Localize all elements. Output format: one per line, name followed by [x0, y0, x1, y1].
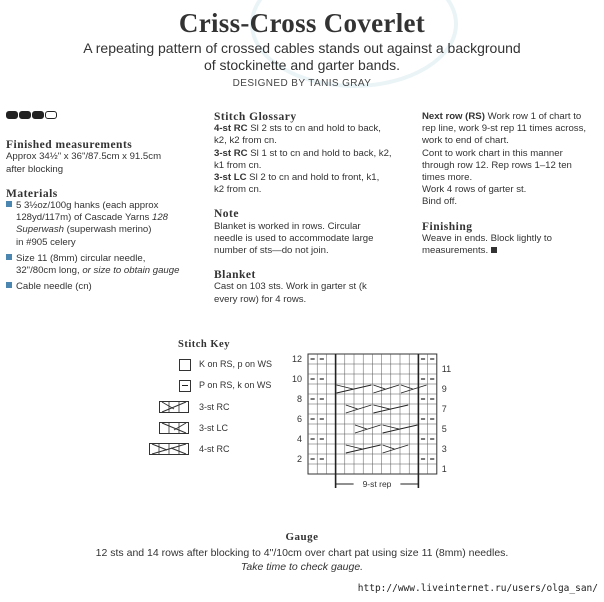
glossary-term: 4-st RC [214, 123, 248, 135]
right-cross-4-icon [149, 443, 189, 455]
materials-text [6, 224, 206, 236]
materials-text: (superwash merino) [64, 224, 152, 236]
chart-row-label: 6 [296, 414, 302, 424]
chart-row-label: 1 [441, 464, 447, 474]
note-text: Blanket is worked in rows. Circular [214, 220, 361, 232]
stitch-key-label: 4-st RC [199, 444, 230, 454]
instruction-text: Bind off. [422, 196, 458, 208]
gauge-note: or size to obtain gauge [82, 265, 180, 277]
column-middle [214, 111, 414, 306]
chart-row-label: 5 [441, 424, 447, 434]
glossary-term: 3-st RC [214, 147, 248, 159]
bullet-square-icon [6, 282, 12, 288]
finishing-text [422, 245, 602, 257]
gauge-check-text: Take time to check gauge. [240, 561, 364, 573]
glossary-text: k1 from cn. [214, 159, 262, 171]
note-text: needle is used to accommodate large [214, 232, 374, 244]
glossary-text: k2, k2 from cn. [214, 135, 277, 147]
page-title: Criss-Cross Coverlet [178, 8, 426, 38]
chart-row-label: 7 [441, 404, 447, 414]
designer-byline: DESIGNED BY TANIS GRAY [232, 78, 372, 89]
yarn-name: Superwash [16, 224, 64, 236]
finishing-heading: Finishing [422, 220, 473, 233]
materials-text: 32"/80cm long, [16, 265, 83, 277]
intro-text [60, 40, 544, 74]
intro-line: of stockinette and garter bands. [203, 57, 401, 73]
row-label: Next row (RS) [422, 111, 485, 122]
instruction-text: through row 12. Rep rows 1–12 ten [422, 159, 572, 171]
end-mark-icon [491, 247, 497, 253]
stitch-key-label: 3-st RC [199, 402, 230, 412]
materials-text: in #905 celery [16, 236, 76, 248]
blank-square-icon [179, 359, 191, 371]
instruction-text: rep line, work 9-st rep 11 times across, [422, 123, 587, 135]
finishing-text: measurements. [422, 245, 489, 257]
instruction-text: Work row 1 of chart to [484, 111, 582, 122]
stitch-glossary-heading: Stitch Glossary [214, 111, 297, 123]
glossary-entry [214, 148, 414, 160]
materials-item [6, 253, 206, 265]
glossary-text: Sl 2 to cn and hold to front, k1, [246, 172, 380, 184]
stitch-key-heading: Stitch Key [178, 339, 230, 350]
instruction-text: times more. [422, 172, 473, 184]
blanket-text: every row) for 4 rows. [214, 293, 307, 305]
bullet-square-icon [6, 254, 12, 260]
glossary-entry [214, 123, 414, 135]
materials-item [6, 281, 206, 293]
stitch-key-label: 3-st LC [199, 423, 229, 433]
intro-line: A repeating pattern of crossed cables stands out against a background [83, 40, 521, 56]
materials-heading: Materials [6, 187, 58, 200]
materials-item [6, 200, 206, 212]
blanket-text: Cast on 103 sts. Work in garter st (k [214, 281, 367, 293]
glossary-text: Sl 2 sts to cn and hold to back, [247, 123, 381, 135]
chart-row-label: 2 [296, 454, 302, 464]
gauge-heading: Gauge [285, 531, 319, 543]
chart-row-label: 3 [441, 444, 447, 454]
instruction-text: Work 4 rows of garter st. [422, 184, 527, 196]
skill-level-icon [6, 111, 206, 123]
column-left [6, 111, 206, 293]
stitch-key [155, 358, 285, 458]
materials-text: 128yd/117m) of Cascade Yarns [16, 212, 152, 224]
glossary-text: Sl 1 st to cn and hold to back, k2, [247, 147, 392, 159]
chart-row-label: 9 [441, 384, 447, 394]
left-cross-3-icon [159, 422, 189, 434]
finished-measurements-text: after blocking [6, 163, 64, 175]
glossary-term: 3-st LC [214, 172, 247, 184]
stitch-key-label: P on RS, k on WS [199, 380, 272, 390]
materials-text: 5 3½oz/100g hanks (each approx [16, 200, 159, 212]
watermark-url: http://www.liveinternet.ru/users/olga_san/ [357, 583, 598, 594]
rep-label: 9-st rep [362, 479, 392, 489]
gauge-text: 12 sts and 14 rows after blocking to 4"/10cm over chart pat using size 11 (8mm) needles. [95, 547, 509, 559]
bullet-square-icon [6, 201, 12, 207]
instruction-text: Cont to work chart in this manner [422, 147, 563, 159]
right-cross-3-icon [159, 401, 189, 413]
materials-text: Size 11 (8mm) circular needle, [16, 252, 146, 264]
finished-measurements-heading: Finished measurements [6, 139, 133, 152]
column-right [422, 111, 602, 257]
instruction-text: work to end of chart. [422, 135, 509, 147]
chart-row-label: 8 [296, 394, 302, 404]
finished-measurements-text: Approx 34½" x 36"/87.5cm x 91.5cm [6, 151, 162, 163]
chart-row-label: 4 [296, 434, 302, 444]
yarn-name: 128 [152, 212, 169, 224]
note-text: number of sts—do not join. [214, 245, 329, 257]
materials-text [6, 212, 206, 224]
cable-chart [280, 348, 470, 503]
materials-text: Cable needle (cn) [16, 281, 92, 293]
dash-square-icon [179, 380, 191, 392]
finishing-text: Weave in ends. Block lightly to [422, 232, 552, 244]
materials-text [6, 265, 206, 277]
chart-row-label: 10 [291, 374, 302, 384]
stitch-key-label: K on RS, p on WS [199, 359, 273, 369]
chart-row-label: 11 [441, 364, 452, 374]
chart-row-label: 12 [291, 354, 302, 364]
glossary-entry [214, 172, 414, 184]
note-heading: Note [214, 208, 239, 221]
instruction-text [422, 111, 602, 123]
blanket-heading: Blanket [214, 269, 256, 282]
glossary-text: k2 from cn. [214, 184, 262, 196]
